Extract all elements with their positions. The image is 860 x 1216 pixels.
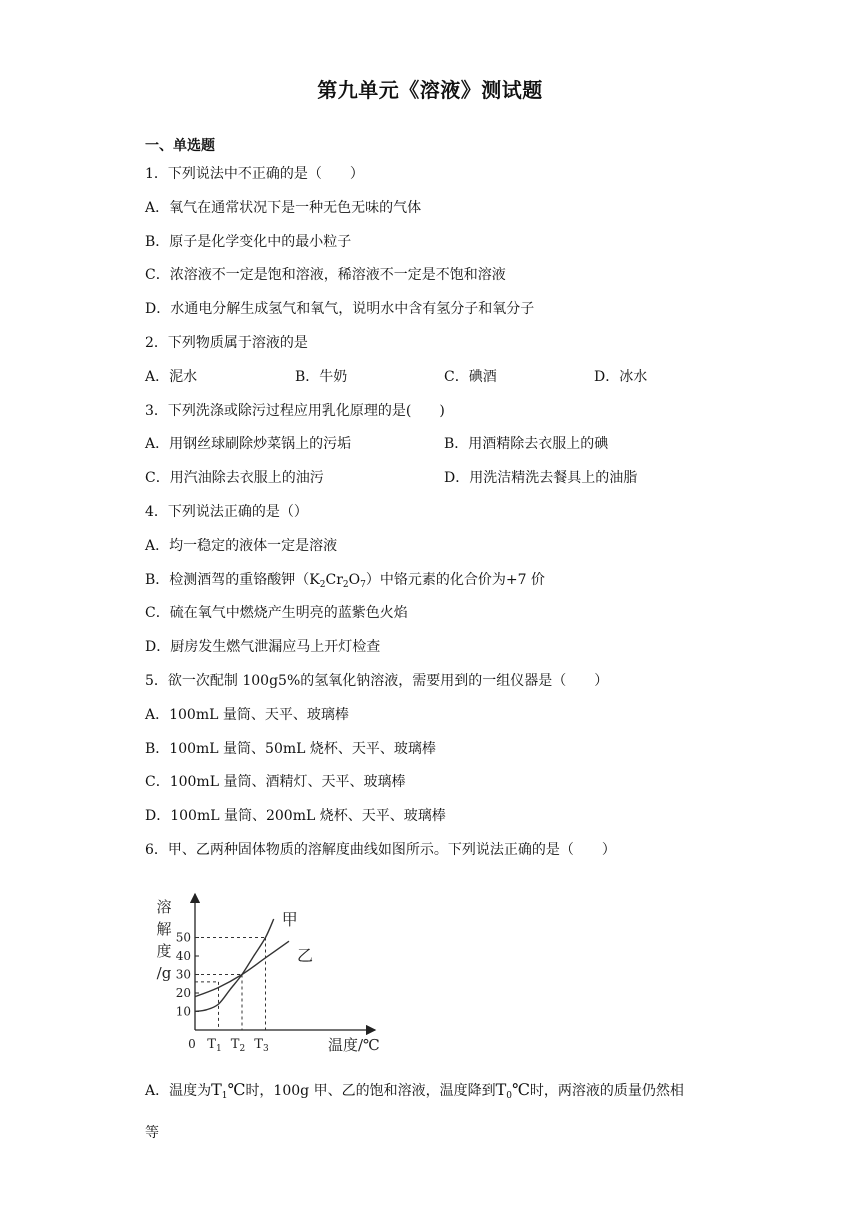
x-axis-label: 温度/℃ — [328, 1036, 380, 1054]
q6-a-t0: T — [495, 1080, 507, 1099]
series-label-1: 甲 — [281, 910, 298, 929]
series-label-2: 乙 — [297, 946, 314, 966]
q4-b-sub-2: 2 — [342, 580, 349, 590]
y-axis-label-char: 度 — [156, 942, 172, 960]
origin-label: 0 — [188, 1037, 196, 1051]
y-tick-label: 20 — [175, 986, 191, 1000]
x-tick-label: $T_3$ — [254, 1037, 269, 1054]
q6-a-t1: T — [211, 1080, 222, 1099]
q2-option-b: B．牛奶 — [295, 369, 348, 385]
q1-option-d: D．水通电分解生成氢气和氧气，说明水中含有氢分子和氧分子 — [145, 301, 535, 317]
q3-stem: 3．下列洗涤或除污过程应用乳化原理的是( ) — [145, 403, 445, 419]
q6-option-a — [145, 1080, 684, 1101]
y-axis-label-char: 解 — [156, 920, 172, 938]
q6-a-text-2: 时，100g 甲、乙的饱和溶液，温度降到 — [245, 1083, 496, 1099]
section-heading: 一、单选题 — [145, 138, 215, 154]
q1-option-a: A．氧气在通常状况下是一种无色无味的气体 — [145, 200, 422, 216]
q4-option-b — [145, 569, 545, 590]
x-tick-label: $T_1$ — [207, 1037, 222, 1054]
q1-stem: 1．下列说法中不正确的是（ ） — [145, 166, 364, 182]
y-axis-label-char: 溶 — [156, 898, 172, 916]
q4-b-text-4: ）中铬元素的化合价为+7 价 — [365, 572, 545, 588]
q3-option-c: C．用汽油除去衣服上的油污 — [145, 470, 324, 486]
q6-a-t1-sub: 1 — [221, 1091, 228, 1101]
solubility-chart — [150, 882, 390, 1057]
x-tick-sub: 2 — [239, 1044, 246, 1054]
q4-stem: 4．下列说法正确的是（） — [145, 504, 308, 520]
q2-stem: 2．下列物质属于溶液的是 — [145, 335, 308, 351]
x-tick-sub: 1 — [215, 1044, 222, 1054]
q6-a-t0-sub: 0 — [506, 1091, 512, 1101]
x-tick-label: $T_2$ — [230, 1037, 246, 1054]
y-tick-label: 10 — [175, 1004, 191, 1019]
y-tick-label: 40 — [175, 949, 191, 963]
q4-b-sub-3: 7 — [360, 580, 366, 590]
q1-option-c: C．浓溶液不一定是饱和溶液，稀溶液不一定是不饱和溶液 — [145, 267, 506, 283]
q2-option-a: A．泥水 — [145, 369, 198, 385]
q5-option-b: B．100mL 量筒、50mL 烧杯、天平、玻璃棒 — [145, 741, 436, 757]
q4-b-sub-1: 2 — [319, 580, 326, 590]
q2-option-c: C．碘酒 — [444, 369, 497, 385]
q4-option-c: C．硫在氧气中燃烧产生明亮的蓝紫色火焰 — [145, 605, 408, 621]
q4-option-a: A．均一稳定的液体一定是溶液 — [145, 538, 338, 554]
q4-option-d: D．厨房发生燃气泄漏应马上开灯检查 — [145, 639, 381, 655]
q4-b-text-1: B．检测酒驾的重铬酸钾（K — [145, 572, 320, 588]
q5-option-d: D．100mL 量筒、200mL 烧杯、天平、玻璃棒 — [145, 808, 446, 824]
q3-option-a: A．用钢丝球刷除炒菜锅上的污垢 — [145, 436, 352, 452]
y-tick-label: 30 — [175, 967, 191, 982]
series-line-1 — [195, 919, 274, 1012]
x-tick-sub: 3 — [262, 1044, 269, 1054]
q6-stem: 6．甲、乙两种固体物质的溶解度曲线如图所示。下列说法正确的是（ ） — [145, 842, 616, 858]
q6-option-a-continued: 等 — [145, 1125, 159, 1141]
q3-option-b: B．用酒精除去衣服上的碘 — [444, 436, 609, 452]
q6-a-text-1: A．温度为 — [145, 1083, 212, 1099]
q5-stem: 5．欲一次配制 100g5%的氢氧化钠溶液，需要用到的一组仪器是（ ） — [145, 673, 609, 689]
q5-option-c: C．100mL 量筒、酒精灯、天平、玻璃棒 — [145, 774, 406, 790]
q1-option-b: B．原子是化学变化中的最小粒子 — [145, 234, 352, 250]
y-tick-label: 50 — [175, 930, 191, 945]
q4-b-text-3: O — [348, 572, 361, 588]
q6-a-unit-2: ℃ — [511, 1080, 530, 1099]
q4-b-text-2: Cr — [325, 572, 343, 588]
q5-option-a: A．100mL 量筒、天平、玻璃棒 — [145, 707, 349, 723]
q6-a-text-3: 时，两溶液的质量仍然相 — [529, 1083, 684, 1099]
q2-option-d: D．冰水 — [594, 369, 648, 385]
q6-a-unit-1: ℃ — [227, 1080, 246, 1099]
page-title: 第九单元《溶液》测试题 — [317, 78, 543, 102]
q3-option-d: D．用洗洁精洗去餐具上的油脂 — [444, 470, 638, 486]
y-axis-label-char: /g — [156, 964, 172, 982]
